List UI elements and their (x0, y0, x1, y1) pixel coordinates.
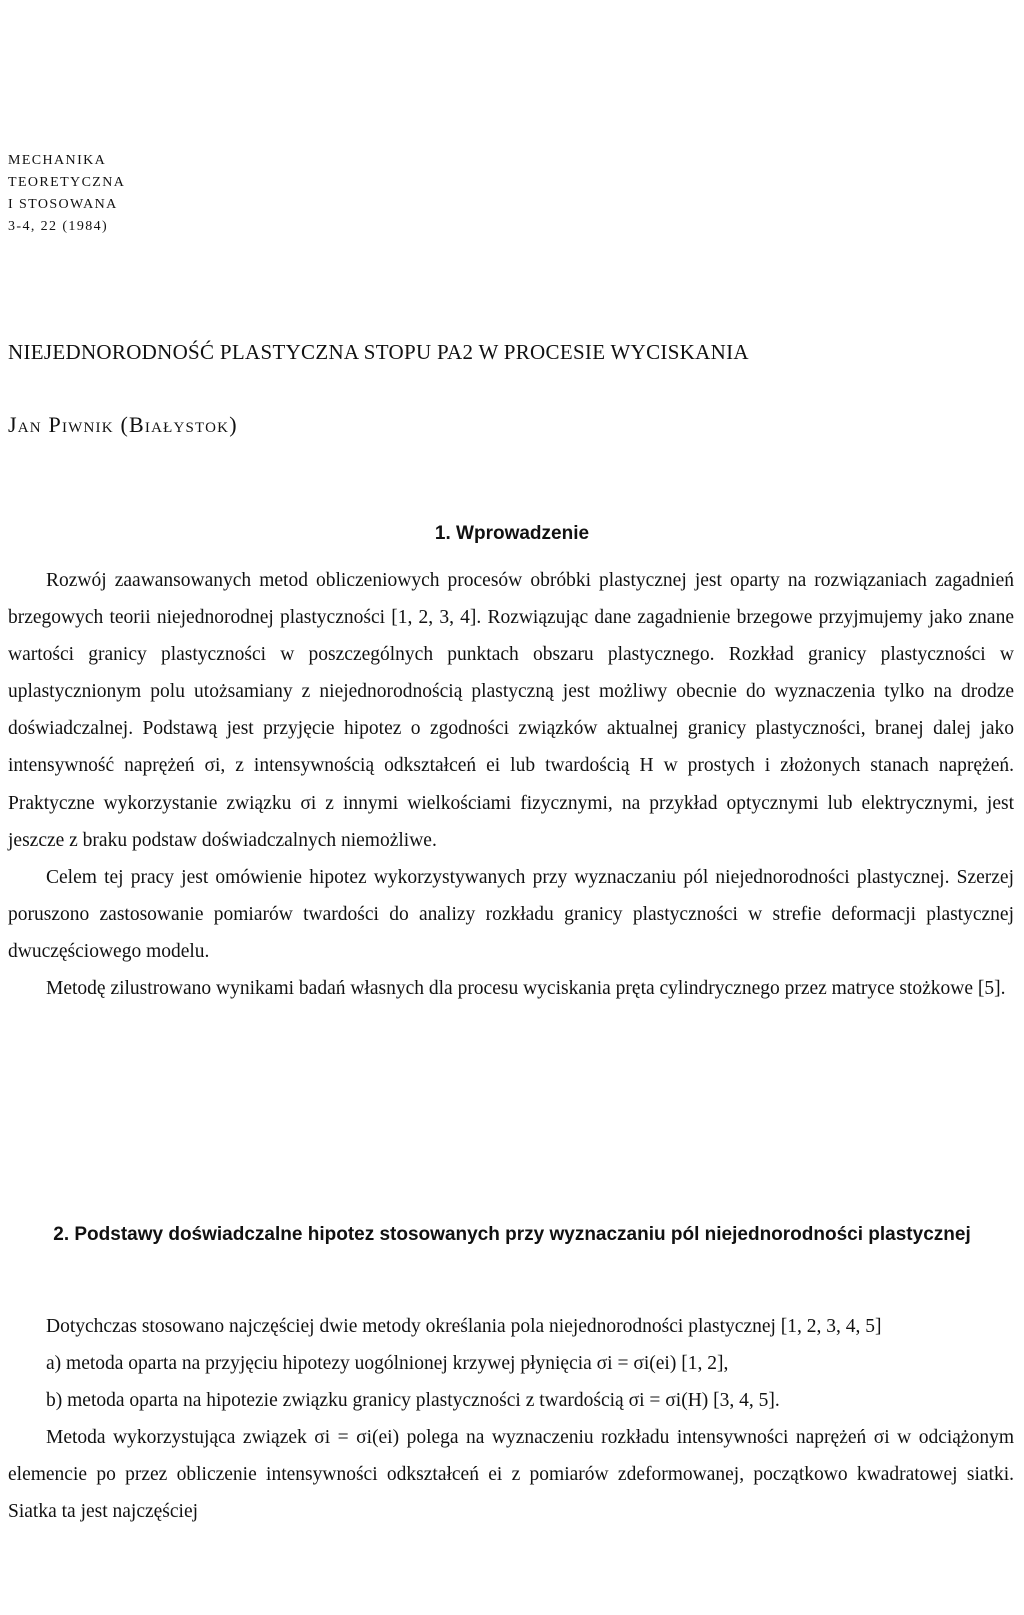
journal-name-line-1: MECHANIKA (8, 153, 107, 168)
journal-name-line-3: I STOSOWANA (8, 197, 118, 212)
section-1-heading: 1. Wprowadzenie (434, 523, 590, 544)
paper-title: NIEJEDNORODNOŚĆ PLASTYCZNA STOPU PA2 W PROCESIE WYCISKANIA (8, 340, 749, 364)
paragraph: Dotychczas stosowano najczęściej dwie metody określania pola niejednorodności plastycznej [1, 2, 3, 4, 5] (46, 1316, 882, 1337)
section-1-body (8, 562, 1014, 1007)
section-2-body (8, 1308, 1014, 1531)
section-2-heading: 2. Podstawy doświadczalne hipotez stosowanych przy wyznaczaniu pól niejednorodności plastycznej (53, 1224, 971, 1245)
journal-header (8, 150, 125, 238)
paragraph: Celem tej pracy jest omówienie hipotez wykorzystywanych przy wyznaczaniu pól niejednorodności plastycznej. Szerzej poruszono zastosowanie pomiarów twardości do analizy rozkładu granicy plastyczności w strefie deformacji plastycznej dwuczęściowego modelu. (8, 866, 1014, 962)
journal-issue: 3-4, 22 (1984) (8, 219, 109, 234)
list-item: a) metoda oparta na przyjęciu hipotezy uogólnionej krzywej płynięcia σi = σi(ei) [1, 2], (46, 1353, 729, 1375)
paragraph: Rozwój zaawansowanych metod obliczeniowych procesów obróbki plastycznej jest oparty na rozwiązaniach zagadnień brzegowych teorii niejednorodnej plastyczności [1, 2, 3, 4]. Rozwiązując dane zagadnienie brzegowe przyjmujemy jako znane wartości granicy plastyczności w poszczególnych punktach obszaru plastycznego. Rozkład granicy plastyczności w uplastycznionym polu utożsamiany z niejednorodnością plastyczną jest możliwy obecnie do wyznaczenia tylko na drodze doświadczalnej. Podstawą jest przyjęcie hipotez o zgodności związków aktualnej granicy plastyczności, branej dalej jako intensywność naprężeń σi, z intensywnością odkształceń ei lub twardością H w prostych i złożonych stanach naprężeń. Praktyczne wykorzystanie związku σi z innymi wielkościami fizycznymi, na przykład optycznymi lub elektrycznymi, jest jeszcze z braku podstaw doświadczalnych niemożliwe. (8, 570, 1014, 851)
paragraph: Metodę zilustrowano wynikami badań własnych dla procesu wyciskania pręta cylindrycznego przez matryce stożkowe [5]. (46, 978, 1006, 1000)
paragraph: Metoda wykorzystująca związek σi = σi(ei) polega na wyznaczeniu rozkładu intensywności naprężeń σi w odciążonym elemencie po przez obliczenie intensywności odkształceń ei z pomiarów zdeformowanej, początkowo kwadratowej siatki. Siatka ta jest najczęściej (8, 1427, 1014, 1523)
list-item: b) metoda oparta na hipotezie związku granicy plastyczności z twardością σi = σi(H) [3, 4, 5]. (46, 1390, 780, 1412)
author-line: Jan Piwnik (Białystok) (8, 412, 238, 437)
journal-name-line-2: TEORETYCZNA (8, 175, 126, 190)
